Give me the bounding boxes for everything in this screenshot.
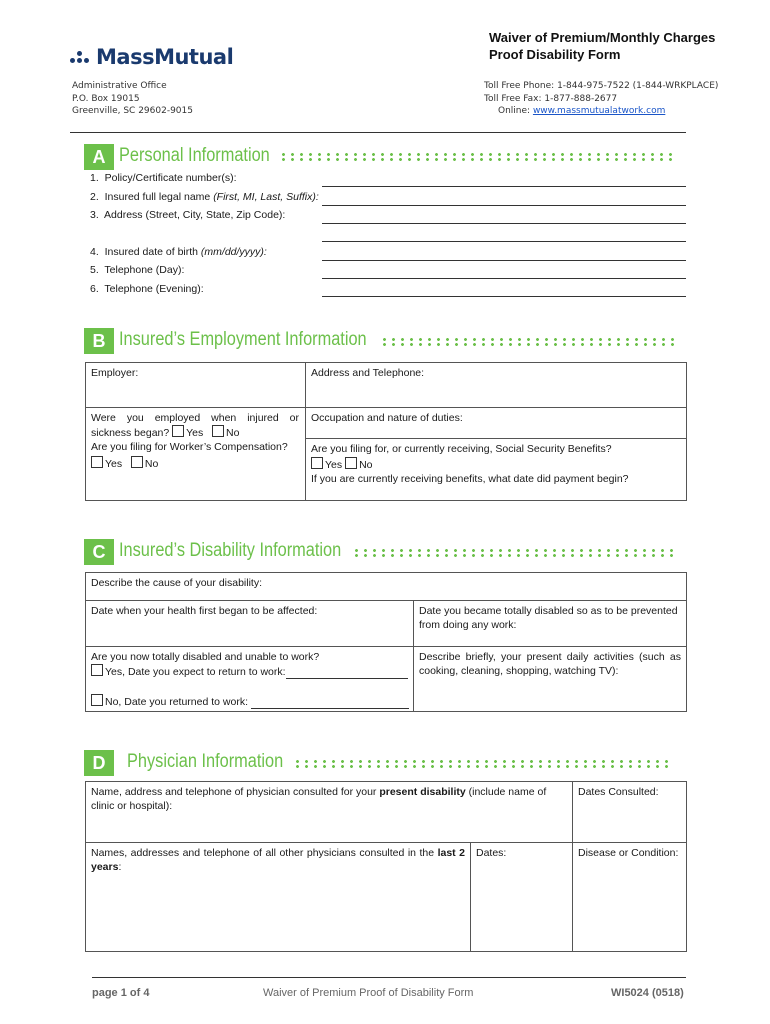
item-address xyxy=(90,208,285,222)
ssb-options xyxy=(311,457,681,472)
item-number: 1. xyxy=(90,172,99,184)
workers-comp-question: Are you filing for Worker’s Compensation? xyxy=(91,441,288,453)
employed-no-checkbox[interactable] xyxy=(212,425,224,437)
yes-label: Yes xyxy=(186,427,204,439)
item-number: 5. xyxy=(90,264,99,276)
other-physicians-suffix: : xyxy=(118,861,122,873)
first-affected-cell[interactable] xyxy=(85,600,414,647)
policy-number-field[interactable] xyxy=(322,186,686,187)
item-label: Insured full legal name xyxy=(104,191,214,203)
employer-label: Employer: xyxy=(91,367,139,379)
contact-info xyxy=(484,80,718,118)
present-physician-label xyxy=(91,785,567,813)
returned-date-row xyxy=(91,694,408,709)
item-number: 6. xyxy=(90,283,99,295)
item-label: Telephone (Evening): xyxy=(104,283,204,295)
address-field-2[interactable] xyxy=(322,241,686,242)
address-phone-label: Address and Telephone: xyxy=(311,367,425,379)
form-title-line1: Waiver of Premium/Monthly Charges xyxy=(489,30,716,45)
address-line: Greenville, SC 29602-9015 xyxy=(72,106,193,116)
footer-form-name: Waiver of Premium Proof of Disability Form xyxy=(263,987,474,999)
return-date-field[interactable] xyxy=(286,666,408,679)
ssb-yes-checkbox[interactable] xyxy=(311,457,323,469)
employed-question-line1: Were you employed when injured or xyxy=(91,412,299,424)
return-date-row xyxy=(91,664,408,679)
present-physician-cell[interactable] xyxy=(85,781,573,843)
item-number: 3. xyxy=(90,209,99,221)
section-a-dots xyxy=(279,152,672,162)
section-a-title: Personal Information xyxy=(119,145,270,166)
section-b-letter: B xyxy=(84,328,114,354)
occupation-cell[interactable] xyxy=(305,407,687,439)
form-title-line2: Proof Disability Form xyxy=(489,47,621,62)
other-physicians-text: Names, addresses and telephone of all other physicians consulted in the xyxy=(91,847,438,859)
section-d-letter: D xyxy=(84,750,114,776)
online-label: Online: xyxy=(498,106,531,116)
totally-disabled-date-cell[interactable] xyxy=(413,600,687,647)
section-b-dots xyxy=(380,337,677,347)
section-b-title: Insured’s Employment Information xyxy=(119,329,367,350)
ssb-date-question: If you are currently receiving benefits, what date did payment begin? xyxy=(311,473,629,485)
item-birth-date xyxy=(90,245,267,259)
phone-evening-field[interactable] xyxy=(322,296,686,297)
massmutual-logo xyxy=(70,45,233,69)
form-code: WI5024 (0518) xyxy=(611,987,684,999)
employed-yes-checkbox[interactable] xyxy=(172,425,184,437)
disability-cause-cell[interactable] xyxy=(85,572,687,601)
other-dates-cell[interactable] xyxy=(470,842,573,952)
social-security-cell xyxy=(305,438,687,501)
no-label: No xyxy=(359,459,373,471)
item-label: Telephone (Day): xyxy=(104,264,185,276)
section-a-letter: A xyxy=(84,144,114,170)
present-disability-emphasis: present disability xyxy=(379,786,466,798)
workers-comp-no-checkbox[interactable] xyxy=(131,456,143,468)
employer-address-cell[interactable] xyxy=(305,362,687,408)
section-d-title: Physician Information xyxy=(127,751,284,772)
item-full-name xyxy=(90,190,319,204)
present-physician-suffix: (include name of clinic or hospital): xyxy=(91,786,547,812)
item-label: Address (Street, City, State, Zip Code): xyxy=(104,209,286,221)
disease-condition-cell[interactable] xyxy=(572,842,687,952)
yes-return-label: Yes, Date you expect to return to work: xyxy=(105,666,286,678)
brand-name: MassMutual xyxy=(96,45,234,69)
item-phone-evening xyxy=(90,282,204,296)
dates-consulted-label: Dates Consulted: xyxy=(578,786,659,798)
other-physicians-cell[interactable] xyxy=(85,842,471,952)
footer-divider xyxy=(92,977,686,978)
page-number: page 1 of 4 xyxy=(92,987,150,999)
returned-date-field[interactable] xyxy=(251,696,409,709)
header-divider xyxy=(70,132,686,133)
website-link[interactable]: www.massmutualatwork.com xyxy=(532,106,666,116)
online-row xyxy=(484,105,718,118)
yes-label: Yes xyxy=(325,459,343,471)
now-disabled-yes-checkbox[interactable] xyxy=(91,664,103,676)
item-number: 4. xyxy=(90,246,99,258)
disease-condition-label: Disease or Condition: xyxy=(578,847,679,859)
last-2-years-emphasis: last 2 years xyxy=(91,847,465,873)
first-affected-label: Date when your health first began to be affected: xyxy=(91,605,318,617)
yes-label: Yes xyxy=(105,458,123,470)
section-c-title: Insured’s Disability Information xyxy=(119,540,342,561)
section-c-letter: C xyxy=(84,539,114,565)
no-label: No xyxy=(144,458,159,470)
ssb-no-checkbox[interactable] xyxy=(345,457,357,469)
toll-free-fax: Toll Free Fax: 1-877-888-2677 xyxy=(484,93,618,104)
occupation-label: Occupation and nature of duties: xyxy=(311,412,463,424)
office-address xyxy=(72,80,193,118)
dates-consulted-cell[interactable] xyxy=(572,781,687,843)
ssb-question: Are you filing for, or currently receiving, Social Security Benefits? xyxy=(311,443,612,455)
item-phone-day xyxy=(90,263,184,277)
now-disabled-question: Are you now totally disabled and unable to work? xyxy=(91,651,320,663)
item-label: Insured date of birth xyxy=(104,246,201,258)
daily-activities-label: Describe briefly, your present daily activities (such as cooking, cleaning, shopping, watching TV): xyxy=(419,651,681,677)
employed-question-line2: sickness began? Yes No xyxy=(91,427,240,439)
item-hint: (mm/dd/yyyy): xyxy=(200,246,267,258)
cause-label: Describe the cause of your disability: xyxy=(91,577,262,589)
birth-date-field[interactable] xyxy=(322,260,686,261)
full-name-field[interactable] xyxy=(322,205,686,206)
no-label: No xyxy=(226,427,240,439)
workers-comp-options xyxy=(91,456,300,471)
toll-free-phone: Toll Free Phone: 1-844-975-7522 (1-844-WRKPLACE) xyxy=(484,81,719,91)
item-number: 2. xyxy=(90,191,99,203)
dates-label: Dates: xyxy=(476,847,507,859)
address-field-1[interactable] xyxy=(322,223,686,224)
section-d-dots xyxy=(293,759,673,769)
item-hint: (First, MI, Last, Suffix): xyxy=(213,191,319,203)
item-policy-number xyxy=(90,171,236,185)
now-disabled-cell xyxy=(85,646,414,712)
workers-comp-yes-checkbox[interactable] xyxy=(91,456,103,468)
employer-cell[interactable] xyxy=(85,362,306,408)
now-disabled-no-checkbox[interactable] xyxy=(91,694,103,706)
no-returned-label: No, Date you returned to work: xyxy=(105,696,248,708)
totally-disabled-date-label: Date you became totally disabled so as to be prevented from doing any work: xyxy=(419,605,678,631)
logo-dots-icon xyxy=(70,50,90,64)
present-physician-text: Name, address and telephone of physician consulted for your xyxy=(91,786,380,798)
address-line: Administrative Office xyxy=(72,81,167,91)
item-label: Policy/Certificate number(s): xyxy=(104,172,237,184)
employment-status-cell xyxy=(85,407,306,501)
daily-activities-cell[interactable] xyxy=(413,646,687,712)
address-line: P.O. Box 19015 xyxy=(72,93,140,104)
other-physicians-label xyxy=(91,846,465,874)
phone-day-field[interactable] xyxy=(322,278,686,279)
section-c-dots xyxy=(352,548,673,558)
